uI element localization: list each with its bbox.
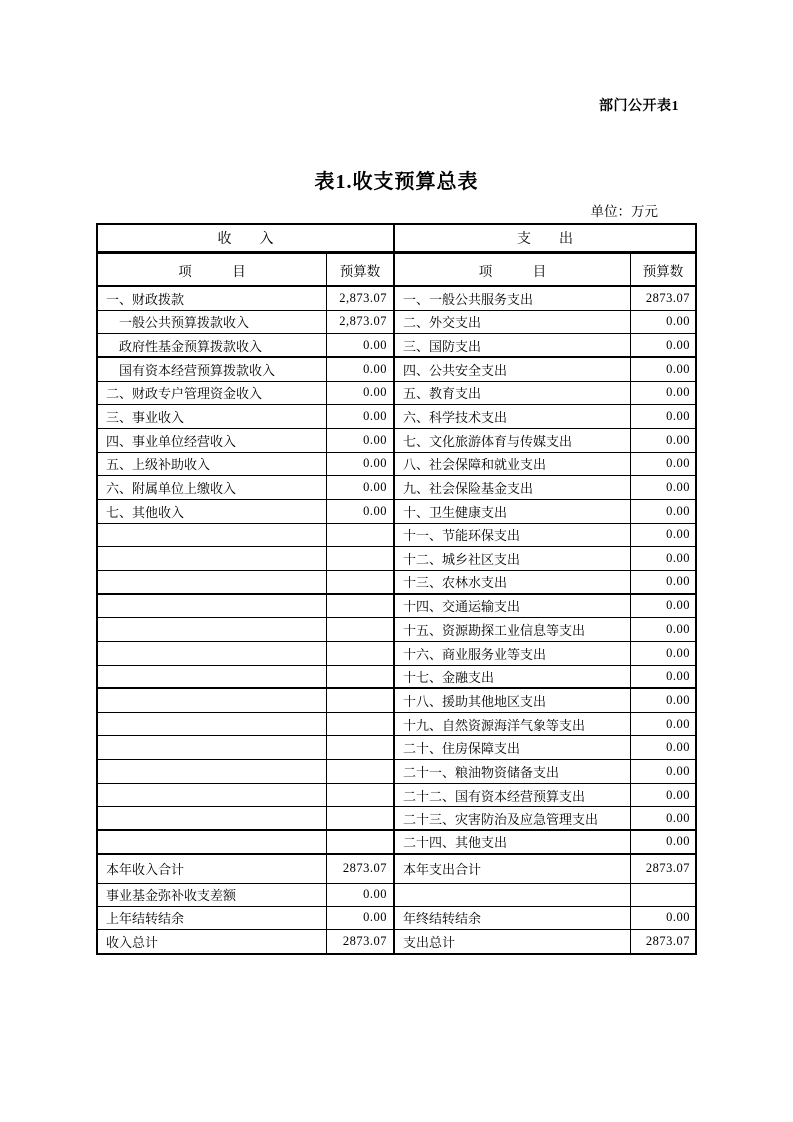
revenue-value-cell xyxy=(327,524,395,548)
expenditure-item-cell: 三、国防支出 xyxy=(395,334,631,358)
revenue-item-cell: 国有资本经营预算拨款收入 xyxy=(98,358,327,382)
totals-row xyxy=(98,855,695,884)
table-row xyxy=(98,405,695,429)
expenditure-item-cell: 二十四、其他支出 xyxy=(395,831,631,855)
revenue-value-cell: 0.00 xyxy=(327,453,395,477)
expenditure-item-cell: 十四、交通运输支出 xyxy=(395,595,631,619)
expenditure-value-cell: 0.00 xyxy=(631,736,695,760)
revenue-item-cell xyxy=(98,642,327,666)
expenditure-value-cell: 0.00 xyxy=(631,358,695,382)
expenditure-item-cell: 九、社会保险基金支出 xyxy=(395,476,631,500)
table-row xyxy=(98,453,695,477)
expenditure-value-cell: 0.00 xyxy=(631,760,695,784)
revenue-value-cell: 0.00 xyxy=(327,358,395,382)
expenditure-item-cell: 八、社会保障和就业支出 xyxy=(395,453,631,477)
revenue-item-cell: 政府性基金预算拨款收入 xyxy=(98,334,327,358)
expenditure-item-cell: 十、卫生健康支出 xyxy=(395,500,631,524)
expenditure-item-cell: 十六、商业服务业等支出 xyxy=(395,642,631,666)
expenditure-value-cell: 0.00 xyxy=(631,571,695,595)
expenditure-item-cell: 二十三、灾害防治及应急管理支出 xyxy=(395,807,631,831)
revenue-value-cell xyxy=(327,666,395,690)
revenue-value-cell xyxy=(327,760,395,784)
table-row xyxy=(98,287,695,311)
revenue-budget-header: 预算数 xyxy=(327,254,395,287)
revenue-item-cell xyxy=(98,595,327,619)
expenditure-budget-header: 预算数 xyxy=(631,254,695,287)
table-row xyxy=(98,547,695,571)
revenue-item-cell: 二、财政专户管理资金收入 xyxy=(98,382,327,406)
expenditure-value-cell: 0.00 xyxy=(631,382,695,406)
expenditure-value-cell: 0.00 xyxy=(631,831,695,855)
expenditure-item-header: 项 目 xyxy=(395,254,631,287)
table-column-header-row xyxy=(98,254,695,287)
expenditure-item-cell: 十九、自然资源海洋气象等支出 xyxy=(395,713,631,737)
revenue-item-cell xyxy=(98,666,327,690)
revenue-value-cell xyxy=(327,831,395,855)
expenditure-value-cell: 0.00 xyxy=(631,524,695,548)
table-row xyxy=(98,571,695,595)
table-row xyxy=(98,618,695,642)
expenditure-value-cell: 0.00 xyxy=(631,807,695,831)
revenue-value-cell: 0.00 xyxy=(327,907,395,930)
revenue-value-cell xyxy=(327,571,395,595)
revenue-item-header: 项 目 xyxy=(98,254,327,287)
table-row xyxy=(98,666,695,690)
unit-label: 单位：万元 xyxy=(590,204,658,219)
expenditure-value-cell: 0.00 xyxy=(631,595,695,619)
revenue-item-cell xyxy=(98,524,327,548)
expenditure-value-cell: 2873.07 xyxy=(645,933,690,948)
expenditure-item-cell: 六、科学技术支出 xyxy=(395,405,631,429)
table-section-header-row xyxy=(98,225,695,254)
totals-row xyxy=(98,907,695,930)
revenue-value-cell xyxy=(327,784,395,808)
table-row xyxy=(98,500,695,524)
revenue-value-cell xyxy=(327,736,395,760)
expenditure-value-cell: 2873.07 xyxy=(631,855,695,884)
revenue-value-cell xyxy=(327,642,395,666)
expenditure-value-cell: 0.00 xyxy=(631,476,695,500)
revenue-value-cell: 0.00 xyxy=(327,382,395,406)
totals-row xyxy=(98,930,695,953)
revenue-item-cell xyxy=(98,807,327,831)
revenue-item-cell: 六、附属单位上缴收入 xyxy=(98,476,327,500)
revenue-value-cell xyxy=(327,547,395,571)
revenue-item-cell: 一、财政拨款 xyxy=(98,287,327,311)
revenue-value-cell: 2873.07 xyxy=(327,855,395,884)
table-row xyxy=(98,382,695,406)
table-row xyxy=(98,429,695,453)
revenue-item-cell: 上年结转结余 xyxy=(98,907,327,930)
expenditure-item-cell: 十二、城乡社区支出 xyxy=(395,547,631,571)
expenditure-item-cell: 本年支出合计 xyxy=(395,855,631,884)
table-row xyxy=(98,595,695,619)
expenditure-value-cell: 0.00 xyxy=(631,547,695,571)
revenue-item-cell xyxy=(98,547,327,571)
expenditure-item-cell: 七、文化旅游体育与传媒支出 xyxy=(395,429,631,453)
revenue-value-cell xyxy=(327,713,395,737)
revenue-item-cell xyxy=(98,784,327,808)
revenue-value-cell xyxy=(327,618,395,642)
expenditure-item-cell: 十一、节能环保支出 xyxy=(395,524,631,548)
page-title: 表1.收支预算总表 xyxy=(314,171,479,193)
table-row xyxy=(98,524,695,548)
expenditure-item-cell: 十八、援助其他地区支出 xyxy=(395,689,631,713)
revenue-item-cell xyxy=(98,736,327,760)
revenue-section-header: 收 入 xyxy=(98,225,395,254)
expenditure-value-cell: 0.00 xyxy=(631,334,695,358)
revenue-value-cell xyxy=(327,595,395,619)
expenditure-value-cell: 0.00 xyxy=(631,713,695,737)
table-row xyxy=(98,760,695,784)
expenditure-value-cell: 0.00 xyxy=(631,666,695,690)
revenue-item-cell: 事业基金弥补收支差额 xyxy=(98,884,327,907)
expenditure-section-header: 支 出 xyxy=(395,225,695,254)
revenue-item-cell xyxy=(98,760,327,784)
revenue-value-cell: 0.00 xyxy=(327,334,395,358)
expenditure-item-cell: 二十、住房保障支出 xyxy=(395,736,631,760)
expenditure-value-cell: 0.00 xyxy=(631,311,695,335)
expenditure-item-cell: 四、公共安全支出 xyxy=(395,358,631,382)
revenue-item-cell: 三、事业收入 xyxy=(98,405,327,429)
table-row xyxy=(98,311,695,335)
revenue-item-cell: 本年收入合计 xyxy=(98,855,327,884)
expenditure-value-cell xyxy=(631,884,695,907)
expenditure-value-cell: 0.00 xyxy=(631,429,695,453)
expenditure-item-cell: 一、一般公共服务支出 xyxy=(395,287,631,311)
revenue-item-cell xyxy=(98,831,327,855)
expenditure-value-cell: 0.00 xyxy=(631,618,695,642)
expenditure-item-cell: 支出总计 xyxy=(395,930,631,953)
revenue-value-cell: 2,873.07 xyxy=(327,287,395,311)
revenue-item-cell xyxy=(98,618,327,642)
revenue-item-cell: 五、上级补助收入 xyxy=(98,453,327,477)
corner-label: 部门公开表1 xyxy=(599,99,679,114)
expenditure-value-cell: 0.00 xyxy=(631,453,695,477)
table-body xyxy=(98,287,695,953)
expenditure-item-cell: 二十二、国有资本经营预算支出 xyxy=(395,784,631,808)
revenue-value-cell: 0.00 xyxy=(327,429,395,453)
table-row xyxy=(98,784,695,808)
table-row xyxy=(98,831,695,855)
expenditure-value-cell: 0.00 xyxy=(631,642,695,666)
expenditure-value-cell: 0.00 xyxy=(631,689,695,713)
expenditure-value-cell: 0.00 xyxy=(631,784,695,808)
revenue-item-cell: 七、其他收入 xyxy=(98,500,327,524)
expenditure-value-cell: 0.00 xyxy=(631,500,695,524)
expenditure-item-cell xyxy=(395,884,631,907)
expenditure-value-cell: 0.00 xyxy=(631,405,695,429)
revenue-item-cell: 收入总计 xyxy=(98,930,327,953)
revenue-value-cell: 0.00 xyxy=(327,405,395,429)
revenue-item-cell: 四、事业单位经营收入 xyxy=(98,429,327,453)
table-row xyxy=(98,689,695,713)
revenue-value-cell: 0.00 xyxy=(327,884,395,907)
revenue-value-cell: 2873.07 xyxy=(327,930,395,953)
expenditure-value-cell: 2873.07 xyxy=(631,287,695,311)
expenditure-item-cell: 十五、资源勘探工业信息等支出 xyxy=(395,618,631,642)
expenditure-item-cell: 二十一、粮油物资储备支出 xyxy=(395,760,631,784)
table-row xyxy=(98,642,695,666)
budget-table xyxy=(96,223,697,955)
revenue-item-cell xyxy=(98,571,327,595)
revenue-value-cell: 0.00 xyxy=(327,500,395,524)
revenue-value-cell xyxy=(327,689,395,713)
revenue-value-cell: 2,873.07 xyxy=(327,311,395,335)
revenue-value-cell xyxy=(327,807,395,831)
table-row xyxy=(98,334,695,358)
table-row xyxy=(98,476,695,500)
expenditure-item-cell: 十七、金融支出 xyxy=(395,666,631,690)
expenditure-item-cell: 年终结转结余 xyxy=(395,907,631,930)
expenditure-item-cell: 五、教育支出 xyxy=(395,382,631,406)
expenditure-value-cell: 0.00 xyxy=(631,907,695,930)
table-row xyxy=(98,736,695,760)
revenue-item-cell: 一般公共预算拨款收入 xyxy=(98,311,327,335)
table-row xyxy=(98,358,695,382)
revenue-item-cell xyxy=(98,713,327,737)
expenditure-item-cell: 十三、农林水支出 xyxy=(395,571,631,595)
expenditure-item-cell: 二、外交支出 xyxy=(395,311,631,335)
revenue-value-cell: 0.00 xyxy=(327,476,395,500)
revenue-item-cell xyxy=(98,689,327,713)
totals-row xyxy=(98,884,695,907)
table-row xyxy=(98,713,695,737)
table-row xyxy=(98,807,695,831)
